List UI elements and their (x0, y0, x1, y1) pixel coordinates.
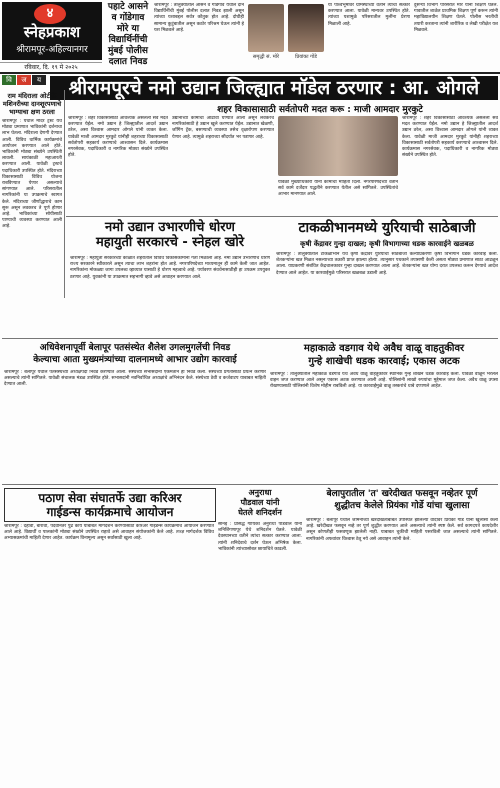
story7-headline (218, 488, 302, 518)
teaser-body-2: या पार्श्वभूमीवर ग्रामस्थांच्या वतीने त्यांचा सत्कार करण्यात आला. यावेळी मान्यवर उपस्थित होते. त्यांच्या यशामुळे परिसरातील मुलींना प्रेरणा मिळाली आहे. (328, 3, 410, 27)
main-body-4: श्रीरामपूर : शहर विकासासाठी आवश्यक असलेली सर्व मदत करण्यात येईल. नमो उद्यान हे जिल्ह्यातील आदर्श उद्यान ठरेल, असा विश्वास आमदार ओगले यांनी व्यक्त केला. यावेळी माजी आमदार मुरकुटे यांनीही शहराच्या विकासासाठी सर्वतोपरी सहकार्य करण्याचे आश्वासन दिले. कार्यक्रमास नगरसेवक, पदाधिकारी व नागरिक मोठ्या संख्येने उपस्थित होते. (402, 116, 498, 159)
teaser-photo-1 (248, 4, 284, 52)
left-bar-headline: राम मंदिराला ओटीके मशिनरीच्या दानशूरपणाचे भाग्याचा क्षण ठरला (2, 92, 62, 116)
story3-subheadline: कृषी केंद्रावर गुन्हा दाखल; कृषी विभागाच्या धडक कारवाईने खळबळ (300, 240, 474, 248)
story6-headline (5, 491, 215, 519)
section-rule (2, 484, 498, 485)
column-rule (64, 90, 65, 298)
story8-body: श्रीरामपूर : बेलापूर येथील जमिनीच्या खरेदीखताबाबत उपस्थित झालेल्या वादावर प्रियंका गोर्डे यांनी खुलासा केला आहे. खरेदीखत फसवून नव्हे तर पूर्ण शुद्धीत करण्यात आले असल्याचे त्यांनी स्पष्ट केले. सर्व कागदपत्रे कायदेशीर असून कोणतीही फसवणूक झालेली नाही. याबाबत चुकीची माहिती पसरविली जात असल्याचे त्यांनी सांगितले. नागरिकांनी अफवांवर विश्वास ठेवू नये असे आवाहन त्यांनी केले. (306, 518, 498, 542)
story2-headline-line2: महायुती सरकारचे - स्नेहल खोरे (95, 235, 245, 250)
story7-headline-line2: पौडवाल यांनी (240, 498, 280, 507)
story8-headline-line2: शुद्धीतच केलेले प्रियंका गोर्डे यांचा खुलासा (334, 501, 470, 511)
left-bar-body: श्रीरामपूर : येथील मंदिर ट्रस्ट येथे मोठ्या प्रमाणात भाविकांनी दर्शनाचा लाभ घेतला. मंदिराला देणगी देण्यात आली. विविध धार्मिक कार्यक्रमांचे आयोजन करण्यात आले होते. भाविकांनी मोठ्या संख्येने उपस्थिती लावली. सायंकाळी महाआरती करण्यात आली. यावेळी ट्रस्टचे पदाधिकारी उपस्थित होते. मंदिराच्या विकासासाठी विविध योजना राबविण्यात येणार असल्याचे सांगण्यात आले. परिसरातील नागरिकांनी या उपक्रमाचे स्वागत केले. मंदिराच्या जीर्णोद्धाराचे काम सुरू असून लवकरच ते पूर्ण होणार आहे. भाविकांच्या सोयीसाठी पाण्याची व्यवस्था करण्यात आली आहे. (2, 119, 62, 230)
flag-strip (2, 75, 46, 85)
flag-cell: ज (17, 75, 31, 85)
left-bar-story (2, 88, 62, 298)
main-headline: श्रीरामपूरचे नमो उद्यान जिल्ह्यात मॉडेल ठरणार : आ. ओगले (50, 76, 498, 100)
teaser-line: विद्यार्थिनींची (108, 35, 148, 45)
story5-body: श्रीरामपूर : तालुक्यातील महाकाळे वडगाव येथे अवैध वाळू वाहतुकीवर स्थानिक गुन्हे शाखेने धडक कारवाई केली. यावेळी वाळूने भरलेले वाहन जप्त करण्यात आले असून एकास अटक करण्यात आली आहे. पोलिसांनी लाखो रुपयांचा मुद्देमाल जप्त केला. अवैध वाळू उपसा रोखण्यासाठी पोलिसांनी विशेष मोहीम राबविली आहे. या कारवाईमुळे वाळू तस्करांचे धाबे दणाणले आहेत. (270, 372, 498, 390)
date-line: रविवार, दि. १९ मे २०२५ (0, 62, 102, 72)
paper-city: श्रीरामपूर-अहिल्यानगर (16, 45, 88, 55)
story7-headline-line3: घेतले शनिदर्शन (238, 508, 282, 517)
teaser-line: व गोंडेगाव (111, 13, 145, 23)
story6-headline-line2: गाईडन्स कार्यक्रमाचे आयोजन (46, 505, 174, 519)
photo-caption-1: समृद्धी सं. मोरे (252, 54, 280, 60)
story7-body: सोनई : प्रसिद्ध गायिका अनुराधा पौडवाल यांनी शनिशिंगणापूर येथे शनिदर्शन घेतले. यावेळी देवस्थानच्या वतीने त्यांचा सत्कार करण्यात आला. त्यांनी शनिदेवाचे दर्शन घेऊन अभिषेक केला. भाविकांनी त्यांच्यासोबत छायाचित्रे काढली. (218, 522, 302, 552)
photo-caption-2: प्रियांका गोंडे (295, 54, 317, 60)
teaser-body: श्रीरामपूर : तालुक्यातील आसने व गोंडेगाव येथील दोन विद्यार्थिनींची मुंबई पोलीस दलात निवड झाली असून त्यांच्या यशाबद्दल सर्वत्र कौतुक होत आहे. दोघीही सामान्य कुटुंबातील असून कठोर परिश्रम घेऊन त्यांनी हे यश मिळवले आहे. (154, 3, 244, 33)
main-body: श्रीरामपूर : शहर विकासासाठी आवश्यक असलेली सर्व मदत करण्यात येईल. नमो उद्यान हे जिल्ह्यातील आदर्श उद्यान ठरेल, असा विश्वास आमदार ओगले यांनी व्यक्त केला. यावेळी माजी आमदार मुरकुटे यांनीही शहराच्या विकासासाठी सर्वतोपरी सहकार्य करण्याचे आश्वासन दिले. कार्यक्रमास नगरसेवक, पदाधिकारी व नागरिक मोठ्या संख्येने उपस्थित होते. (68, 116, 168, 159)
story6-body: श्रीरामपूर : दहावी, बारावी, पदवीनंतर पुढे काय याबाबत मार्गदर्शन करण्यासाठी करिअर गाईडन्स कार्यक्रमाचे आयोजन करण्यात आले आहे. विद्यार्थी व पालकांनी मोठ्या संख्येने उपस्थित राहावे असे आवाहन संयोजकांनी केले आहे. तज्ज्ञ मार्गदर्शक विविध अभ्यासक्रमांची माहिती देणार आहेत. कार्यक्रम विनामूल्य असून सर्वांसाठी खुला आहे. (4, 524, 214, 542)
paper-name: स्नेहप्रकाश (23, 23, 81, 41)
teaser-line: दलात निवड (108, 57, 148, 67)
story3-headline: टाकळीभानमध्ये युरियाची साठेबाजी (298, 220, 476, 236)
main-body-2: उद्यानाच्या कामाचा आढावा घेण्यात आला असून लवकरच नागरिकांसाठी हे उद्यान खुले करण्यात येईल. उद्यानात खेळणी, जॉगिंग ट्रॅक, बसण्याची व्यवस्था तसेच वृक्षारोपण करण्यात येणार आहे. त्यामुळे शहराच्या सौंदर्यात भर पडणार आहे. (172, 116, 274, 140)
story2-headline-line1: नमो उद्यान उभारणीचे धोरण (105, 220, 235, 235)
story5-headline-line2: गुन्हे शाखेची धडक कारवाई; एकास अटक (308, 356, 460, 367)
flag-cell: य (32, 75, 46, 85)
flag-cell: वि (2, 75, 16, 85)
masthead (0, 0, 500, 74)
story3-body: श्रीरामपूर : तालुक्यातील टाकळीभान येथे कृषी केंद्रावर युरियाची साठेबाजी केल्याप्रकरणी कृषी विभागाने धडक कारवाई केली. शेतकऱ्यांना खत मिळत नसल्याच्या तक्रारी प्राप्त झाल्या होत्या. त्यानुसार पथकाने तपासणी केली असता मोठ्या प्रमाणात साठा आढळून आला. याप्रकरणी संबंधित केंद्रचालकावर गुन्हा दाखल करण्यात आला आहे. शेतकऱ्यांना खत योग्य दरात उपलब्ध करून देण्याचे आदेश देण्यात आले आहेत. या कारवाईमुळे परिसरात खळबळ उडाली आहे. (276, 252, 498, 276)
story6-headline-box (4, 488, 216, 522)
section-rule (2, 338, 498, 339)
story8-headline-line1: बेलापुरातील 'त' खरेदीखत फसवून नव्हेतर पूर्ण (326, 489, 478, 499)
teaser-headline (104, 2, 152, 68)
story2-headline (70, 220, 270, 250)
teaser-line: मोरे या (116, 24, 140, 34)
teaser-line: मुंबई पोलीस (107, 46, 149, 56)
story4-body: श्रीरामपूर : बेलापूर येथील पतसंस्थेच्या अध्यक्षपदी निवड करण्यात आली. संस्थेच्या सभासदांनी एकमताने ही निवड केली. संस्थेच्या प्रगतीसाठी प्रयत्न करणार असल्याचे त्यांनी सांगितले. यावेळी संचालक मंडळ उपस्थित होते. सभासदांनी नवनिर्वाचित अध्यक्षांचे अभिनंदन केले. संस्थेच्या ठेवी व कर्जवाटप याबाबत माहिती देण्यात आली. (4, 370, 266, 388)
story4-headline-line2: केल्याचा आता मुख्यमंत्र्यांच्या दालनामध्ये आभार उद्योग कारवाई (33, 355, 237, 365)
story2-body: श्रीरामपूर : महायुती सरकारच्या काळात शहरातील विविध विकासकामांना गती मिळाली आहे. नमो उद्यान उभारणीचे धोरण राज्य सरकारने स्वीकारले असून त्याचा लाभ शहरांना होत आहे. नगरपरिषदेच्या माध्यमातून ही कामे केली जात आहेत. नागरिकांना मोकळ्या जागा उपलब्ध व्हाव्यात यासाठी हे धोरण महत्वाचे आहे. पर्यावरण संवर्धनासाठीही हा उपक्रम उपयुक्त ठरणार आहे. युवकांनी या उपक्रमात सहभागी व्हावे असे आवाहन करण्यात आले. (70, 256, 270, 280)
story4-headline-line1: अधिवेशनापूर्वी बेलापूर पतसंस्थेत शैलेश उगलमुगलेंची निवड (39, 343, 231, 353)
teaser-line: पहाटे आसने (107, 2, 149, 12)
issue-number: ४ (34, 4, 66, 24)
main-subheadline: शहर विकासासाठी सर्वतोपरी मदत करू : माजी आमदार मुरकुटे (217, 105, 423, 115)
story4-headline (4, 342, 266, 366)
main-story-header (0, 74, 500, 114)
story5-headline (270, 342, 498, 368)
story8-headline (306, 488, 498, 512)
main-group-photo (278, 116, 398, 176)
story7-headline-line1: अनुराधा (248, 488, 272, 497)
teaser-photo-2 (288, 4, 324, 52)
main-body-3: यावेळी मुख्याधिकारी यांनी कामाची माहिती दिली. नगरपरिषदेच्या वतीने सर्व कामे दर्जेदार पद्धतीने करण्यात येतील असे सांगितले. उपस्थितांचे आभार मानण्यात आले. (278, 180, 398, 198)
teaser-body-3: दुसऱ्या विभाग परिसरात मोरे यांनी शिक्षण घेतले. गावातील शाळेत प्राथमिक शिक्षण पूर्ण करून त्यांनी महाविद्यालयीन शिक्षण घेतले. पोलीस भरतीची तयारी करताना त्यांनी शारीरिक व लेखी परीक्षेत यश मिळवले. (414, 3, 498, 33)
paper-logo (2, 2, 102, 60)
story5-headline-line1: महाकाळे वडगाव येथे अवैध वाळू वाहतुकीवर (303, 343, 465, 354)
section-rule (66, 216, 498, 217)
story6-headline-line1: पठाण सेवा संघातर्फे उद्या करिअर (38, 491, 182, 505)
